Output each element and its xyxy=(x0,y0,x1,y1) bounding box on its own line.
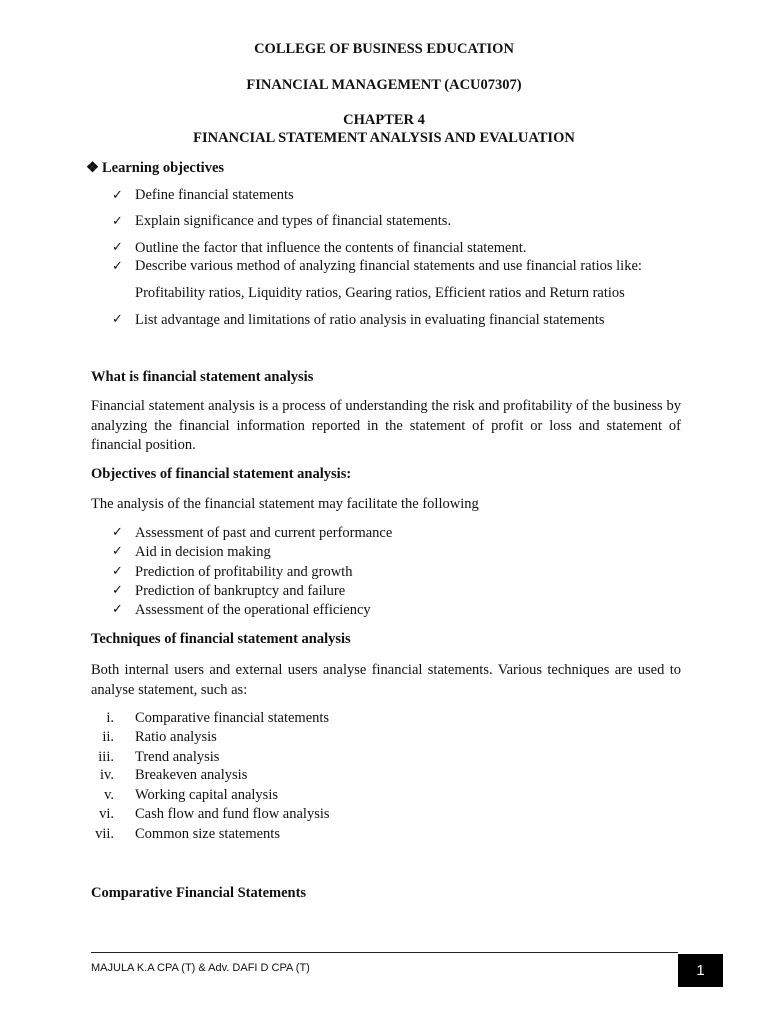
page-number-box xyxy=(678,954,723,987)
objective-item: List advantage and limitations of ratio analysis in evaluating financial statements xyxy=(135,312,605,328)
list-numeral: v. xyxy=(104,787,114,803)
diamond-bullet-icon: ❖ xyxy=(86,160,99,176)
checkmark-icon: ✓ xyxy=(112,563,123,578)
checkmark-icon: ✓ xyxy=(112,582,123,597)
footer-divider xyxy=(91,952,678,953)
checkmark-icon: ✓ xyxy=(112,311,123,326)
objective-item: Describe various method of analyzing financial statements and use financial ratios like: xyxy=(135,258,642,274)
technique-item: Trend analysis xyxy=(135,749,220,765)
list-numeral: vii. xyxy=(95,826,114,842)
objective-item: Outline the factor that influence the contents of financial statement. xyxy=(135,240,527,256)
checkmark-icon: ✓ xyxy=(112,524,123,539)
chapter-number: CHAPTER 4 xyxy=(343,112,425,128)
technique-item: Breakeven analysis xyxy=(135,767,248,783)
technique-item: Comparative financial statements xyxy=(135,710,330,726)
checkmark-icon: ✓ xyxy=(112,258,123,273)
techniques-intro: Both internal users and external users analyse financial statements. Various techniques are used to analyse statement, such as: xyxy=(91,662,681,698)
objectives-item: Assessment of the operational efficiency xyxy=(135,602,371,618)
learning-objectives-heading: ❖ Learning objectives xyxy=(86,160,225,176)
objective-item: Define financial statements xyxy=(135,187,294,203)
objectives-item: Assessment of past and current performance xyxy=(135,525,393,541)
technique-item: Working capital analysis xyxy=(135,787,278,803)
technique-item: Common size statements xyxy=(135,826,280,842)
comparative-heading: Comparative Financial Statements xyxy=(91,885,307,901)
technique-item: Cash flow and fund flow analysis xyxy=(135,806,330,822)
technique-item: Ratio analysis xyxy=(135,729,217,745)
list-numeral: iii. xyxy=(98,749,114,765)
checkmark-icon: ✓ xyxy=(112,543,123,558)
list-numeral: vi. xyxy=(99,806,114,822)
list-numeral: iv. xyxy=(100,767,114,783)
what-is-body: Financial statement analysis is a process of understanding the risk and profitability of the business by analyzing the financial information reported in the statement of profit or loss and statement of financial position. xyxy=(91,398,681,453)
checkmark-icon: ✓ xyxy=(112,187,123,202)
footer-authors: MAJULA K.A CPA (T) & Adv. DAFI D CPA (T) xyxy=(91,962,310,974)
what-is-heading: What is financial statement analysis xyxy=(91,369,314,385)
list-numeral: i. xyxy=(106,710,114,726)
objective-continuation: Profitability ratios, Liquidity ratios, Gearing ratios, Efficient ratios and Return ratios xyxy=(135,285,625,301)
objectives-item: Prediction of bankruptcy and failure xyxy=(135,583,346,599)
techniques-heading: Techniques of financial statement analysis xyxy=(91,631,351,647)
objective-item: Explain significance and types of financial statements. xyxy=(135,213,452,229)
chapter-title: FINANCIAL STATEMENT ANALYSIS AND EVALUATION xyxy=(193,130,575,146)
objectives-item: Aid in decision making xyxy=(135,544,271,560)
objectives-heading: Objectives of financial statement analysis: xyxy=(91,466,352,482)
checkmark-icon: ✓ xyxy=(112,601,123,616)
page-number: 1 xyxy=(696,962,705,979)
course-title: FINANCIAL MANAGEMENT (ACU07307) xyxy=(246,77,522,93)
college-title: COLLEGE OF BUSINESS EDUCATION xyxy=(254,41,514,57)
checkmark-icon: ✓ xyxy=(112,239,123,254)
objectives-item: Prediction of profitability and growth xyxy=(135,564,353,580)
list-numeral: ii. xyxy=(102,729,114,745)
objectives-intro: The analysis of the financial statement may facilitate the following xyxy=(91,496,479,512)
checkmark-icon: ✓ xyxy=(112,213,123,228)
